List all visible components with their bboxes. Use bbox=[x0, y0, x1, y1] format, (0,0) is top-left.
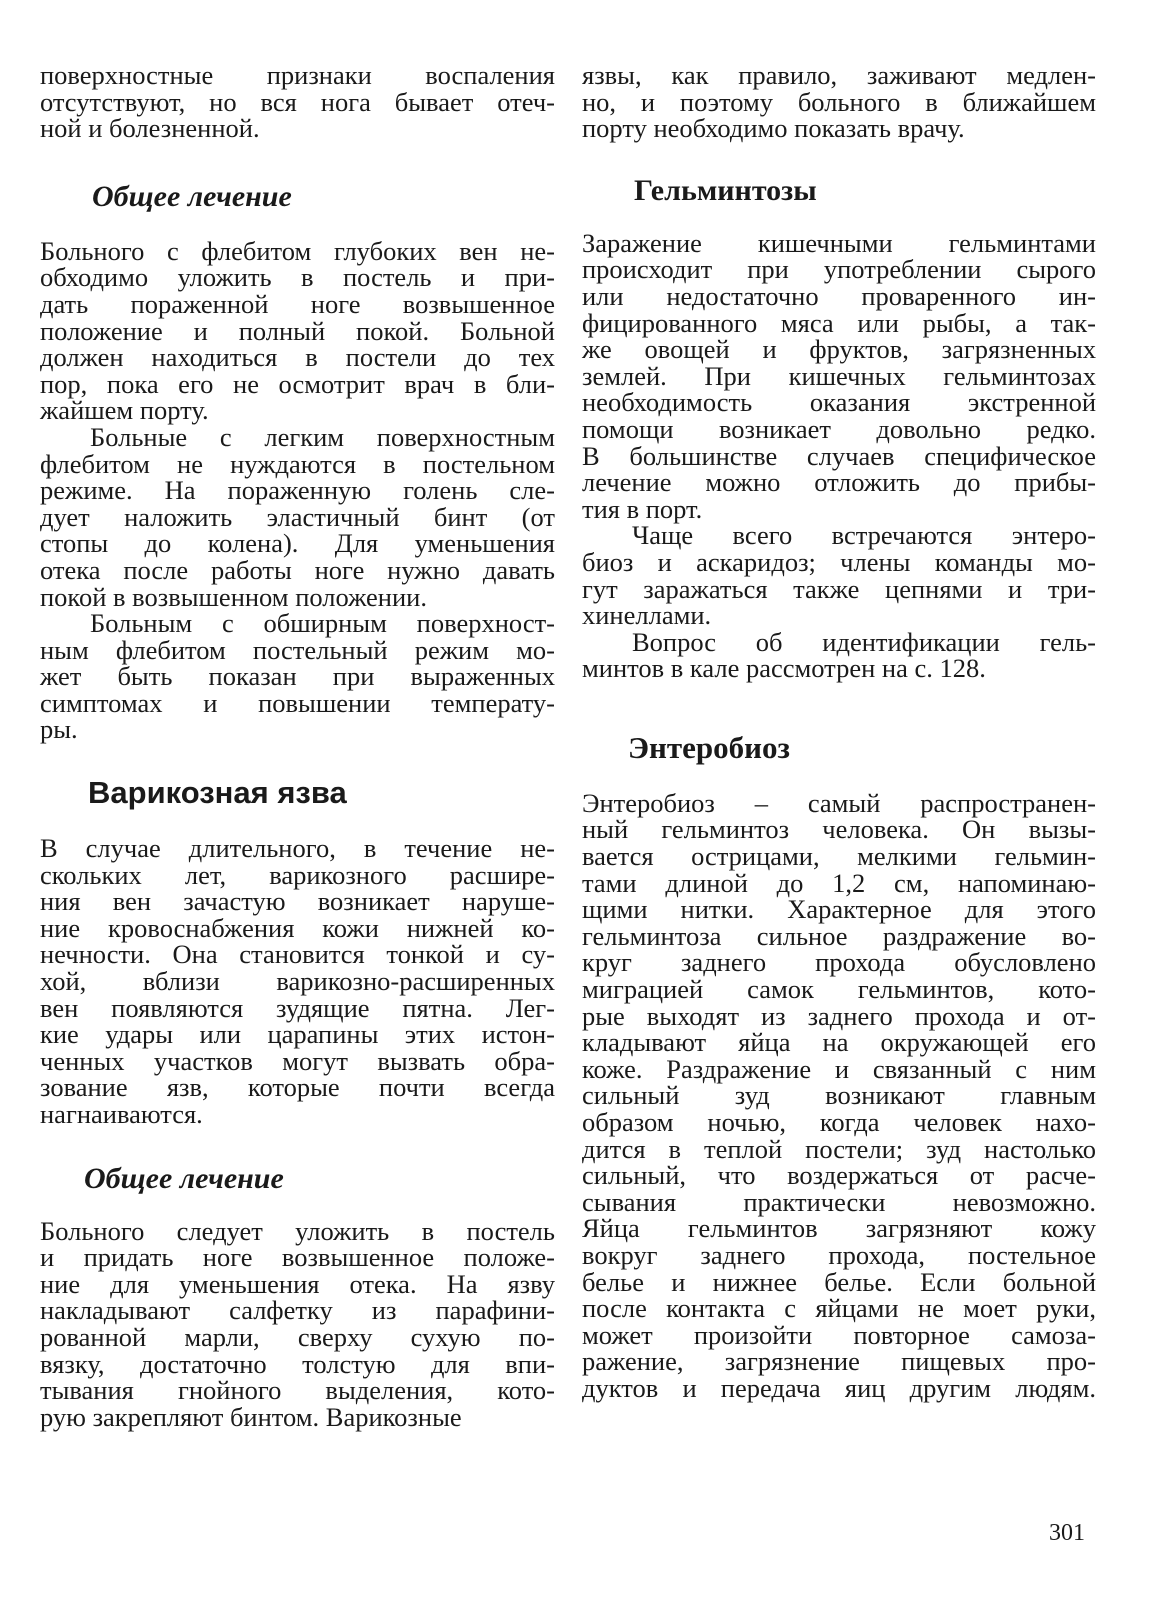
paragraph bbox=[582, 227, 1096, 524]
text-line: землей. При кишечных гельминтозах bbox=[582, 360, 1096, 391]
text-line: Больные с легким поверхностным bbox=[90, 421, 555, 452]
text-line: режиме. На пораженную голень сле- bbox=[40, 475, 555, 506]
text-line: тия в порт. bbox=[582, 493, 703, 524]
text-line: зование язв, которые почти всегда bbox=[40, 1072, 555, 1103]
text-line: Энтеробиоз – самый распространен- bbox=[582, 787, 1096, 818]
paragraph bbox=[40, 421, 555, 612]
text-line: тами длиной до 1,2 см, напоминаю- bbox=[582, 867, 1096, 898]
text-line: сильный, что воздержаться от расче- bbox=[582, 1160, 1096, 1191]
text-line: кие удары или царапины этих истон- bbox=[40, 1019, 555, 1050]
text-line: может произойти повторное самоза- bbox=[582, 1319, 1096, 1350]
text-line: миграцией самок гельминтов, кото- bbox=[582, 974, 1096, 1005]
section-heading: Варикозная язва bbox=[88, 775, 347, 811]
paragraph bbox=[40, 62, 555, 142]
paragraph bbox=[582, 626, 1096, 684]
text-line: же овощей и фруктов, загрязненных bbox=[582, 334, 1096, 365]
text-line: ной и болезненной. bbox=[40, 113, 260, 144]
text-line: необходимость оказания экстренной bbox=[582, 387, 1096, 418]
text-line: Вопрос об идентификации гель- bbox=[632, 626, 1096, 657]
text-line: покой в возвышенном положении. bbox=[40, 581, 427, 612]
text-line: помощи возникает довольно редко. bbox=[582, 413, 1096, 444]
text-line: ры. bbox=[40, 714, 78, 745]
text-line: порту необходимо показать врачу. bbox=[582, 113, 965, 144]
text-line: обходимо уложить в постель и при- bbox=[40, 262, 555, 293]
text-line: ражение, загрязнение пищевых про- bbox=[582, 1346, 1096, 1377]
text-line: скольких лет, варикозного расшире- bbox=[40, 859, 555, 890]
section-heading-italic: Общее лечение bbox=[84, 1161, 284, 1195]
text-line: минтов в кале рассмотрен на с. 128. bbox=[582, 653, 986, 684]
text-line: симптомах и повышении температу- bbox=[40, 687, 555, 718]
text-line: дится в теплой постели; зуд настолько bbox=[582, 1133, 1096, 1164]
text-line: ние кровоснабжения кожи нижней ко- bbox=[40, 912, 555, 943]
text-line: Чаще всего встречаются энтеро- bbox=[632, 520, 1096, 551]
text-line: Больным с обширным поверхност- bbox=[90, 608, 555, 639]
text-line: тывания гнойного выделения, кото- bbox=[40, 1375, 555, 1406]
text-line: нечности. Она становится тонкой и су- bbox=[40, 939, 555, 970]
text-line: ние для уменьшения отека. На язву bbox=[40, 1268, 555, 1299]
text-line: происходит при употреблении сырого bbox=[582, 254, 1096, 285]
text-line: пор, пока его не осмотрит врач в бли- bbox=[40, 368, 555, 399]
text-line: ным флебитом постельный режим мо- bbox=[40, 634, 555, 665]
paragraph bbox=[40, 610, 555, 743]
text-line: рые выходят из заднего прохода и от- bbox=[582, 1000, 1096, 1031]
section-heading-italic: Общее лечение bbox=[92, 179, 292, 213]
text-line: после контакта с яйцами не моет руки, bbox=[582, 1293, 1096, 1324]
text-line: гут заражаться также цепнями и три- bbox=[582, 573, 1096, 604]
paragraph bbox=[582, 520, 1096, 631]
text-line: Больного с флебитом глубоких вен не- bbox=[40, 235, 555, 266]
text-line: но, и поэтому больного в ближайшем bbox=[582, 86, 1096, 117]
text-line: жет быть показан при выраженных bbox=[40, 661, 555, 692]
text-line: язвы, как правило, заживают медлен- bbox=[582, 60, 1096, 90]
text-line: ния вен зачастую возникает наруше- bbox=[40, 886, 555, 917]
text-line: вокруг заднего прохода, постельное bbox=[582, 1239, 1096, 1270]
right-column bbox=[582, 62, 1096, 1402]
text-line: дует наложить эластичный бинт (от bbox=[40, 501, 555, 532]
text-line: хинеллами. bbox=[582, 600, 712, 631]
text-line: фицированного мяса или рыбы, а так- bbox=[582, 307, 1096, 338]
text-line: круг заднего прохода обусловлено bbox=[582, 947, 1096, 978]
text-line: отека после работы ноге нужно давать bbox=[40, 554, 555, 585]
text-line: вается острицами, мелкими гельмин- bbox=[582, 841, 1096, 872]
text-line: должен находиться в постели до тех bbox=[40, 342, 555, 373]
text-line: положение и полный покой. Больной bbox=[40, 315, 555, 346]
text-line: или недостаточно проваренного ин- bbox=[582, 280, 1096, 311]
text-line: дуктов и передача яиц другим людям. bbox=[582, 1372, 1096, 1403]
text-line: накладывают салфетку из парафини- bbox=[40, 1295, 555, 1326]
section-heading: Энтеробиоз bbox=[628, 729, 790, 765]
text-line: биоз и аскаридоз; члены команды мо- bbox=[582, 546, 1096, 577]
text-line: жайшем порту. bbox=[40, 395, 209, 426]
text-line: вен появляются зудящие пятна. Лег- bbox=[40, 992, 555, 1023]
text-line: гельминтоза сильное раздражение во- bbox=[582, 920, 1096, 951]
text-line: нагнаиваются. bbox=[40, 1099, 203, 1129]
text-line: В большинстве случаев специфическое bbox=[582, 440, 1096, 471]
text-line: коже. Раздражение и связанный с ним bbox=[582, 1053, 1096, 1084]
paragraph bbox=[582, 787, 1096, 1403]
page-number: 301 bbox=[1049, 1520, 1085, 1546]
text-line: Больного следует уложить в постель bbox=[40, 1215, 555, 1246]
paragraph bbox=[40, 835, 555, 1128]
text-line: образом ночью, когда человек нахо- bbox=[582, 1107, 1096, 1137]
text-line: рую закрепляют бинтом. Варикозные bbox=[40, 1401, 462, 1432]
left-column bbox=[40, 62, 555, 1430]
text-line: сильный зуд возникают главным bbox=[582, 1080, 1096, 1111]
text-line: кладывают яйца на окружающей его bbox=[582, 1027, 1096, 1058]
text-line: хой, вблизи варикозно-расширенных bbox=[40, 966, 555, 997]
text-line: ный гельминтоз человека. Он вызы- bbox=[582, 814, 1096, 845]
text-line: В случае длительного, в течение не- bbox=[40, 833, 555, 864]
paragraph bbox=[582, 62, 1096, 142]
text-line: белье и нижнее белье. Если больной bbox=[582, 1266, 1096, 1297]
text-line: лечение можно отложить до прибы- bbox=[582, 467, 1096, 498]
text-line: вязку, достаточно толстую для впи- bbox=[40, 1348, 555, 1379]
paragraph bbox=[40, 1215, 555, 1432]
text-line: щими нитки. Характерное для этого bbox=[582, 894, 1096, 925]
text-line: сывания практически невозможно. bbox=[582, 1186, 1096, 1217]
section-heading-bold: Гельминтозы bbox=[634, 173, 817, 207]
text-line: ченных участков могут вызвать обра- bbox=[40, 1045, 555, 1076]
text-line: рованной марли, сверху сухую по- bbox=[40, 1321, 555, 1352]
text-line: Яйца гельминтов загрязняют кожу bbox=[582, 1213, 1096, 1244]
paragraph bbox=[40, 235, 555, 426]
text-line: флебитом не нуждаются в постельном bbox=[40, 448, 555, 479]
text-line: и придать ноге возвышенное положе- bbox=[40, 1242, 555, 1273]
text-line: отсутствуют, но вся нога бывает отеч- bbox=[40, 86, 555, 117]
text-line: Заражение кишечными гельминтами bbox=[582, 227, 1096, 258]
text-line: поверхностные признаки воспаления bbox=[40, 60, 555, 90]
text-line: стопы до колена). Для уменьшения bbox=[40, 528, 555, 559]
text-line: дать пораженной ноге возвышенное bbox=[40, 288, 555, 319]
